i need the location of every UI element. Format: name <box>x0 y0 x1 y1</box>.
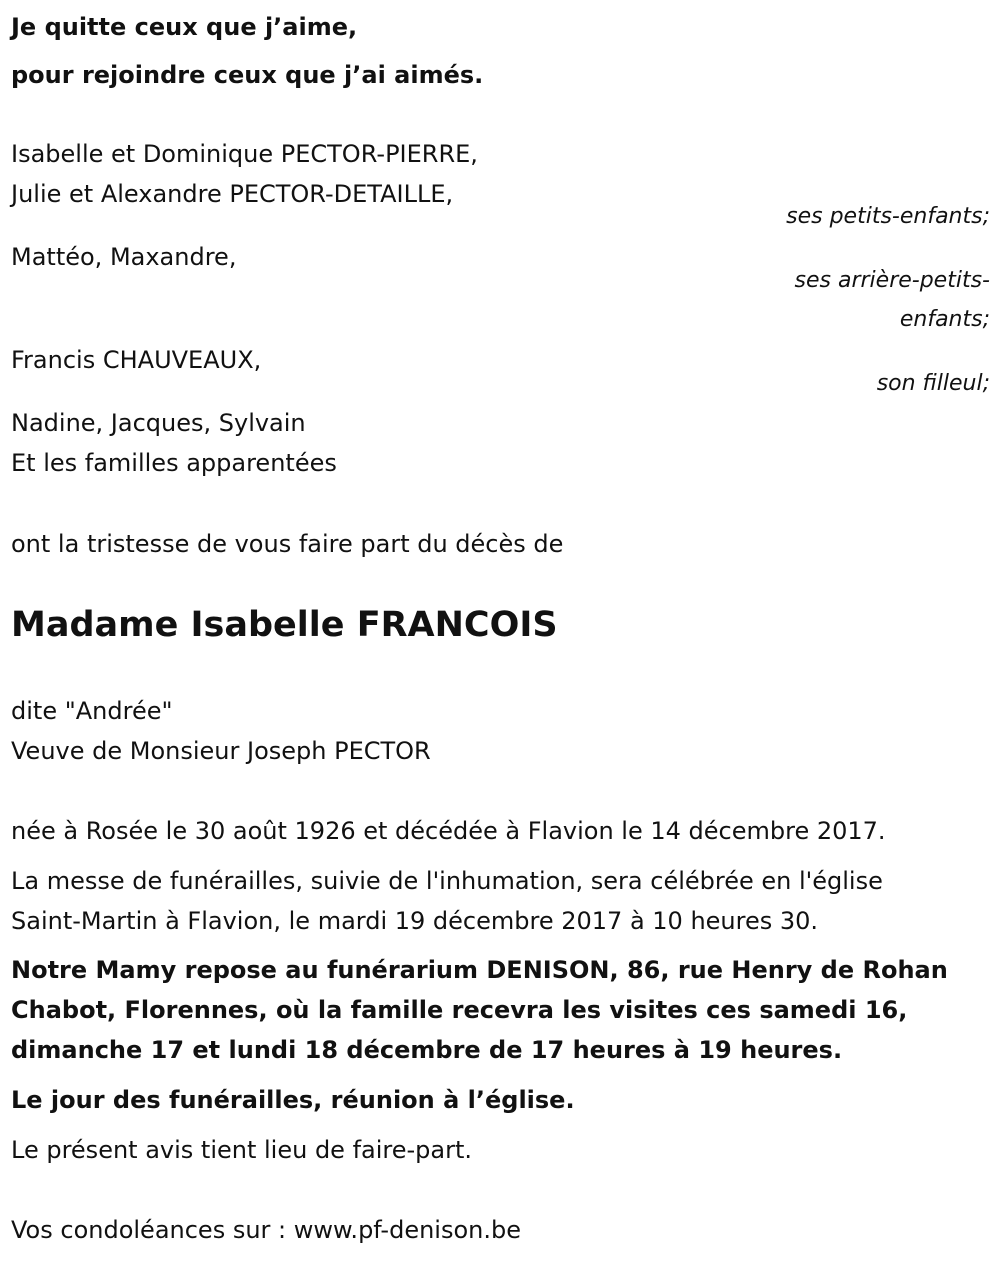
visitation-line-2: Chabot, Florennes, où la famille recevra les visites ces samedi 16, <box>11 996 908 1024</box>
epigraph-line-2: pour rejoindre ceux que j’ai aimés. <box>11 61 484 89</box>
related-families: Et les familles apparentées <box>11 449 337 477</box>
condolences-link[interactable]: Vos condoléances sur : www.pf-denison.be <box>11 1216 521 1244</box>
great-grandchildren-role-line-1: ses arrière-petits- <box>794 268 990 293</box>
other-family-members: Nadine, Jacques, Sylvain <box>11 409 306 437</box>
announcement-text: ont la tristesse de vous faire part du décès de <box>11 530 564 558</box>
grandchildren-couple-2: Julie et Alexandre PECTOR-DETAILLE, <box>11 180 454 208</box>
deceased-nickname: dite "Andrée" <box>11 697 173 725</box>
funeral-mass-line-1: La messe de funérailles, suivie de l'inhumation, sera célébrée en l'église <box>11 867 883 895</box>
great-grandchildren-role-line-2: enfants; <box>899 307 990 332</box>
visitation-line-3: dimanche 17 et lundi 18 décembre de 17 heures à 19 heures. <box>11 1036 843 1064</box>
godson-role: son filleul; <box>876 371 990 396</box>
godson: Francis CHAUVEAUX, <box>11 346 262 374</box>
grandchildren-couple-1: Isabelle et Dominique PECTOR-PIERRE, <box>11 140 478 168</box>
funeral-meeting: Le jour des funérailles, réunion à l’église. <box>11 1086 575 1114</box>
widow-of: Veuve de Monsieur Joseph PECTOR <box>11 737 431 765</box>
funeral-mass-line-2: Saint-Martin à Flavion, le mardi 19 décembre 2017 à 10 heures 30. <box>11 907 819 935</box>
deceased-name: Madame Isabelle FRANCOIS <box>11 605 558 645</box>
great-grandchildren: Mattéo, Maxandre, <box>11 243 237 271</box>
visitation-line-1: Notre Mamy repose au funérarium DENISON, 86, rue Henry de Rohan <box>11 956 948 984</box>
birth-death-details: née à Rosée le 30 août 1926 et décédée à Flavion le 14 décembre 2017. <box>11 817 886 845</box>
notice-text: Le présent avis tient lieu de faire-part. <box>11 1136 473 1164</box>
grandchildren-role: ses petits-enfants; <box>786 204 990 229</box>
epigraph-line-1: Je quitte ceux que j’aime, <box>11 13 358 41</box>
